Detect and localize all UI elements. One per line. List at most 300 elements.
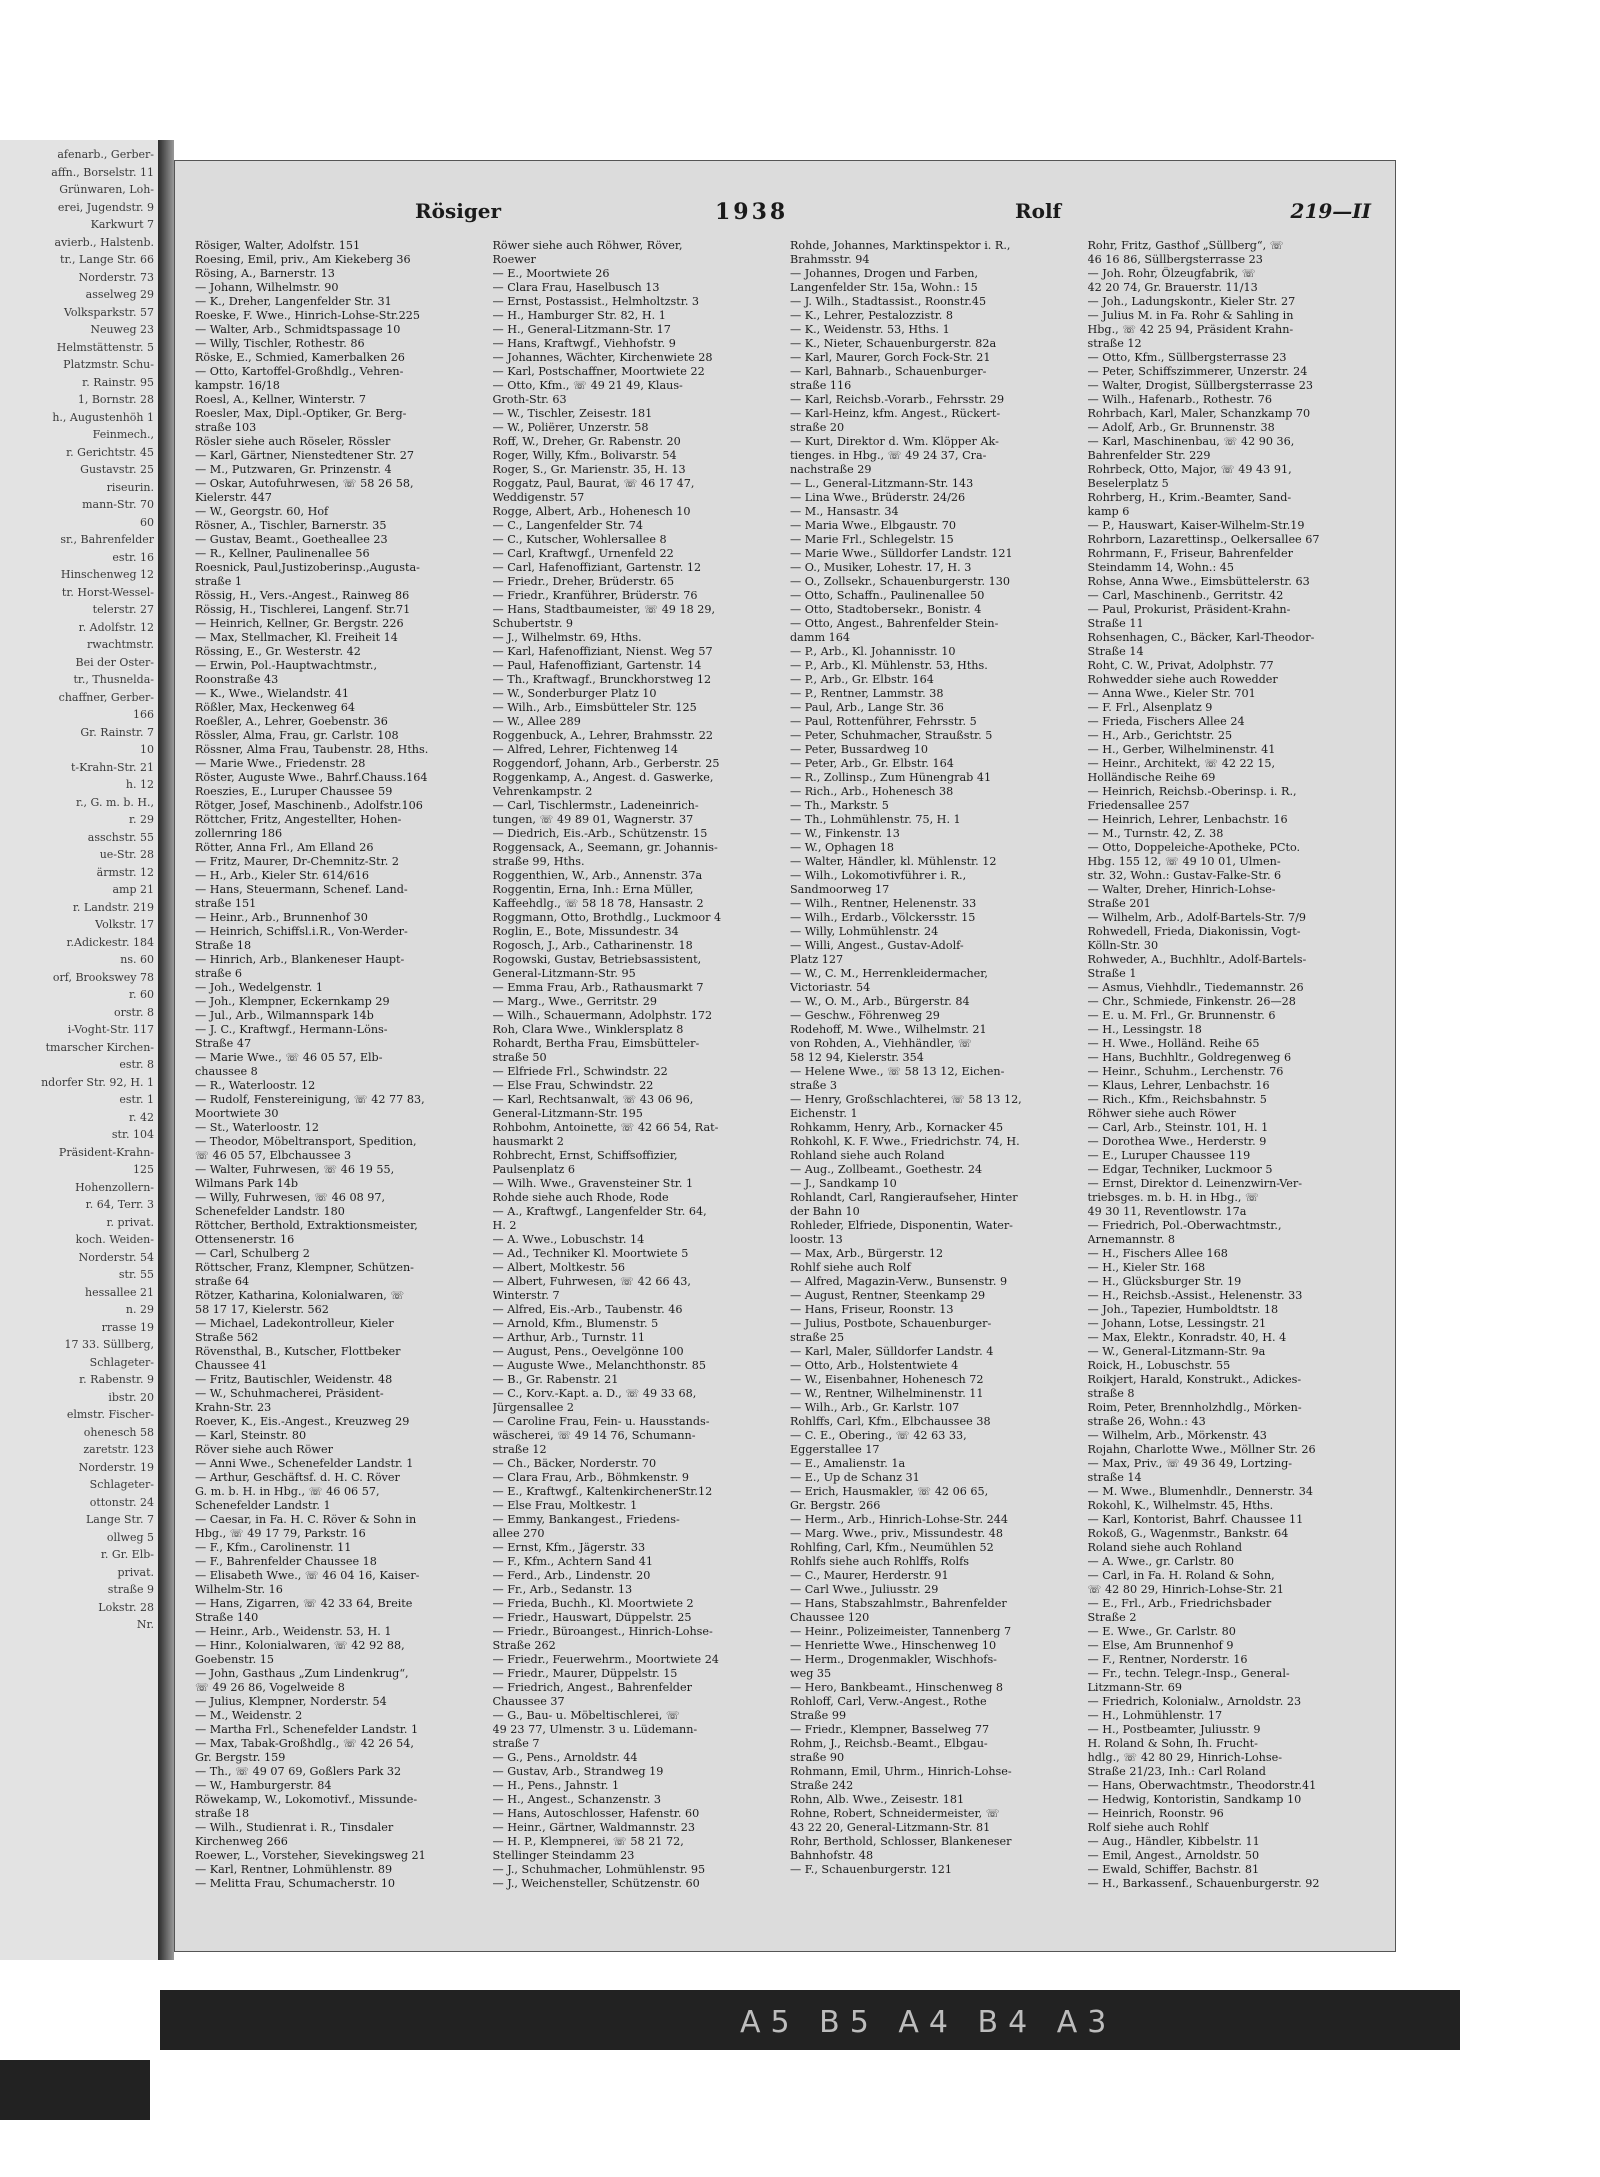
directory-entry: Bahnhofstr. 48 [790, 1849, 874, 1862]
left-page-fragment: avierb., Halstenb. [54, 235, 154, 249]
directory-entry: — Heinr., Schuhm., Lerchenstr. 76 [1087, 1065, 1284, 1078]
directory-entry: straße 20 [790, 421, 845, 434]
left-page-fragment: 1, Bornstr. 28 [77, 393, 154, 406]
directory-entry: Roikjert, Harald, Konstrukt., Adickes- [1087, 1373, 1302, 1386]
directory-entry: — E., Moortwiete 26 [492, 267, 610, 280]
directory-entry: — W., Rentner, Wilhelminenstr. 11 [790, 1387, 984, 1400]
directory-entry: — W., Ophagen 18 [790, 841, 894, 854]
directory-entry: — E., Frl., Arb., Friedrichsbader [1087, 1597, 1272, 1610]
directory-entry: Röttcher, Fritz, Angestellter, Hohen- [195, 813, 402, 826]
directory-entry: Jürgensallee 2 [492, 1401, 575, 1414]
directory-entry: — Marg., Wwe., Gerritstr. 29 [492, 995, 657, 1008]
directory-entry: Rohlandt, Carl, Rangieraufseher, Hinter [790, 1191, 1018, 1204]
directory-entry: — Walter, Arb., Schmidtspassage 10 [195, 323, 401, 336]
directory-entry: — H., Glücksburger Str. 19 [1087, 1275, 1242, 1288]
directory-entry: — Wilh., Arb., Gr. Karlstr. 107 [790, 1401, 960, 1414]
directory-entry: — H., Lessingstr. 18 [1087, 1023, 1202, 1036]
directory-entry: ☏ 46 05 57, Elbchaussee 3 [195, 1149, 352, 1162]
directory-entry: — Heinrich, Roonstr. 96 [1087, 1807, 1224, 1820]
left-page-fragment: Helmstättenstr. 5 [56, 340, 154, 354]
directory-entry: 58 12 94, Kielerstr. 354 [790, 1051, 924, 1064]
directory-entry: — J., Sandkamp 10 [790, 1177, 897, 1190]
directory-entry: Rojahn, Charlotte Wwe., Möllner Str. 26 [1087, 1443, 1316, 1456]
column-2 [493, 239, 781, 1929]
directory-entry: — Julius, Klempner, Norderstr. 54 [195, 1695, 387, 1708]
directory-entry: — Th., Lohmühlenstr. 75, H. 1 [790, 813, 961, 826]
directory-entry: — Ewald, Schiffer, Bachstr. 81 [1087, 1863, 1260, 1876]
directory-entry: — Hans, Stabszahlmstr., Bahrenfelder [790, 1597, 1007, 1610]
directory-entry: Rohweder, A., Buchhltr., Adolf-Bartels- [1087, 953, 1307, 966]
directory-entry: Rohsenhagen, C., Bäcker, Karl-Theodor- [1087, 631, 1315, 644]
left-page-fragment: privat. [117, 1565, 154, 1579]
left-page-fragment: ottonstr. 24 [89, 1495, 154, 1509]
directory-entry: — Friedrich, Angest., Bahrenfelder [492, 1681, 692, 1694]
directory-entry: Rohkamm, Henry, Arb., Kornacker 45 [790, 1121, 1004, 1134]
directory-entry: Chaussee 120 [790, 1611, 870, 1624]
directory-entry: Rohmann, Emil, Uhrm., Hinrich-Lohse- [790, 1765, 1012, 1778]
left-page-fragment: sr., Bahrenfelder [60, 533, 154, 546]
directory-entry: — K., Dreher, Langenfelder Str. 31 [195, 295, 392, 308]
directory-entry: straße 151 [195, 897, 257, 910]
left-page-fragment: Volkstr. 17 [95, 918, 154, 931]
directory-entry: Kaffeehdlg., ☏ 58 18 78, Hansastr. 2 [492, 897, 704, 910]
directory-entry: 43 22 20, General-Litzmann-Str. 81 [790, 1821, 991, 1834]
directory-entry: — M., Hansastr. 34 [790, 505, 899, 518]
directory-entry: Rohbohm, Antoinette, ☏ 42 66 54, Rat- [492, 1121, 719, 1134]
left-page-fragment: h. 12 [125, 778, 154, 791]
directory-entry: — Wilh., Studienrat i. R., Tinsdaler [195, 1821, 394, 1834]
directory-entry: — Rich., Arb., Hohenesch 38 [790, 785, 954, 798]
directory-entry: Rohwedder siehe auch Rowedder [1087, 673, 1278, 686]
directory-entry: — Else Frau, Schwindstr. 22 [492, 1079, 654, 1092]
directory-entry: — Max, Elektr., Konradstr. 40, H. 4 [1087, 1331, 1287, 1344]
directory-entry: — Friedrich, Pol.-Oberwachtmstr., [1087, 1219, 1282, 1232]
directory-entry: Bahrenfelder Str. 229 [1087, 449, 1211, 462]
directory-entry: — O., Musiker, Lohestr. 17, H. 3 [790, 561, 972, 574]
directory-entry: — Rich., Kfm., Reichsbahnstr. 5 [1087, 1093, 1267, 1106]
directory-entry: — J., Schuhmacher, Lohmühlenstr. 95 [492, 1863, 706, 1876]
directory-entry: Roh, Clara Wwe., Winklersplatz 8 [492, 1023, 684, 1036]
directory-entry: — H., Gerber, Wilhelminenstr. 41 [1087, 743, 1276, 756]
left-page-fragment: ibstr. 20 [108, 1390, 154, 1404]
directory-entry: — A. Wwe., gr. Carlstr. 80 [1087, 1555, 1235, 1568]
directory-entry: Rösner, A., Tischler, Barnerstr. 35 [195, 519, 387, 532]
directory-entry: Hbg., ☏ 49 17 79, Parkstr. 16 [195, 1527, 366, 1540]
directory-entry: kamp 6 [1087, 505, 1130, 518]
directory-entry: — Herm., Drogenmakler, Wischhofs- [790, 1653, 997, 1666]
directory-entry: Straße 2 [1087, 1611, 1137, 1624]
directory-entry: Roever, K., Eis.-Angest., Kreuzweg 29 [195, 1415, 410, 1428]
left-page-fragment: rrasse 19 [101, 1320, 154, 1334]
directory-entry: — Karl, Maschinenbau, ☏ 42 90 36, [1087, 435, 1295, 448]
left-page-fragment: Norderstr. 19 [78, 1460, 154, 1474]
directory-entry: Kielerstr. 447 [195, 491, 272, 504]
left-page-fragment: ohenesch 58 [83, 1425, 154, 1439]
left-page-fragment: h., Augustenhöh 1 [52, 410, 154, 424]
directory-entry: Rövensthal, B., Kutscher, Flottbeker [195, 1345, 401, 1358]
directory-entry: Sandmoorweg 17 [790, 883, 890, 896]
left-page-fragment: riseurin. [106, 480, 154, 494]
directory-entry: — Friedrich, Kolonialw., Arnoldstr. 23 [1087, 1695, 1302, 1708]
directory-entry: — Henriette Wwe., Hinschenweg 10 [790, 1639, 997, 1652]
directory-entry: — M., Putzwaren, Gr. Prinzenstr. 4 [195, 463, 392, 476]
directory-entry: Paulsenplatz 6 [492, 1163, 576, 1176]
left-page-fragment: asselweg 29 [85, 288, 154, 301]
directory-entry: — Melitta Frau, Schumacherstr. 10 [195, 1877, 396, 1890]
directory-entry: straße 18 [195, 1807, 250, 1820]
left-page-fragment: hessallee 21 [85, 1285, 154, 1299]
directory-entry: — Karl, Rechtsanwalt, ☏ 43 06 96, [492, 1093, 694, 1106]
directory-entry: — W., C. M., Herrenkleidermacher, [790, 967, 988, 980]
directory-entry: — Heinr., Architekt, ☏ 42 22 15, [1087, 757, 1276, 770]
directory-entry: Roland siehe auch Rohland [1087, 1541, 1243, 1554]
directory-entry: — Frieda, Fischers Allee 24 [1087, 715, 1245, 728]
directory-entry: — Joh., Klempner, Eckernkamp 29 [195, 995, 390, 1008]
directory-entry: Rogowski, Gustav, Betriebsassistent, [492, 953, 702, 966]
directory-entry: nachstraße 29 [790, 463, 872, 476]
directory-entry: — H., Pens., Jahnstr. 1 [492, 1779, 620, 1792]
directory-entry: Rohlf siehe auch Rolf [790, 1261, 911, 1274]
directory-entry: — Otto, Angest., Bahrenfelder Stein- [790, 617, 999, 630]
directory-entry: — J., Weichensteller, Schützenstr. 60 [492, 1877, 700, 1890]
entry-columns [195, 239, 1375, 1929]
directory-entry: — Wilh., Arb., Eimsbütteler Str. 125 [492, 701, 697, 714]
directory-entry: — Oskar, Autofuhrwesen, ☏ 58 26 58, [195, 477, 414, 490]
directory-entry: — Erich, Hausmakler, ☏ 42 06 65, [790, 1485, 989, 1498]
directory-entry: — H., Kieler Str. 168 [1087, 1261, 1206, 1274]
left-page-fragment: r. Gerichtstr. 45 [66, 445, 154, 459]
directory-entry: — Gustav, Beamt., Goetheallee 23 [195, 533, 388, 546]
left-page-fragment: Platzmstr. Schu- [63, 358, 154, 371]
left-page-fragment: orstr. 8 [114, 1005, 154, 1019]
directory-entry: — G., Pens., Arnoldstr. 44 [492, 1751, 638, 1764]
directory-entry: loostr. 13 [790, 1233, 843, 1246]
directory-entry: — Ernst, Direktor d. Leinenzwirn-Ver- [1087, 1177, 1303, 1190]
directory-entry: — E., Luruper Chaussee 119 [1087, 1149, 1251, 1162]
directory-entry: — Wilh., Rentner, Helenenstr. 33 [790, 897, 977, 910]
directory-entry: 58 17 17, Kielerstr. 562 [195, 1303, 329, 1316]
directory-entry: Rohde, Johannes, Marktinspektor i. R., [790, 239, 1011, 252]
directory-entry: — Carl, Schulberg 2 [195, 1247, 310, 1260]
directory-entry: H. Roland & Sohn, Ih. Frucht- [1087, 1737, 1258, 1750]
left-page-fragment: Gustavstr. 25 [80, 463, 154, 476]
directory-entry: — H., Lohmühlenstr. 17 [1087, 1709, 1223, 1722]
directory-entry: Rohr, Berthold, Schlosser, Blankeneser [790, 1835, 1012, 1848]
directory-entry: Schenefelder Landstr. 1 [195, 1499, 331, 1512]
left-page-edge [0, 140, 164, 1960]
directory-entry: Rohwedell, Frieda, Diakonissin, Vogt- [1087, 925, 1301, 938]
left-page-fragment: ue-Str. 28 [99, 848, 154, 861]
left-page-fragment: Karkwurt 7 [90, 218, 154, 231]
directory-entry: Roggendorf, Johann, Arb., Gerberstr. 25 [492, 757, 720, 770]
directory-entry: — Emil, Angest., Arnoldstr. 50 [1087, 1849, 1260, 1862]
directory-entry: Roggenkamp, A., Angest. d. Gaswerke, [492, 771, 714, 784]
directory-entry: — Willi, Angest., Gustav-Adolf- [790, 939, 964, 952]
directory-entry: — P., Hauswart, Kaiser-Wilhelm-Str.19 [1087, 519, 1305, 532]
left-page-fragment: Neuweg 23 [90, 323, 154, 336]
directory-entry: — H., Reichsb.-Assist., Helenenstr. 33 [1087, 1289, 1303, 1302]
directory-entry: Arnemannstr. 8 [1087, 1233, 1176, 1246]
directory-entry: straße 116 [790, 379, 852, 392]
directory-entry: Rodehoff, M. Wwe., Wilhelmstr. 21 [790, 1023, 987, 1036]
directory-entry: Röwekamp, W., Lokomotivf., Missunde- [195, 1793, 418, 1806]
directory-entry: Chaussee 41 [195, 1359, 268, 1372]
directory-entry: — Caroline Frau, Fein- u. Hausstands- [492, 1415, 710, 1428]
directory-entry: Rohkohl, K. F. Wwe., Friedrichstr. 74, H. [790, 1135, 1020, 1148]
directory-entry: — Fritz, Bautischler, Weidenstr. 48 [195, 1373, 393, 1386]
left-page-fragment: Volksparkstr. 57 [63, 305, 154, 319]
directory-entry: Rohlfing, Carl, Kfm., Neumühlen 52 [790, 1541, 994, 1554]
directory-entry: straße 6 [195, 967, 243, 980]
directory-entry: Rösiger, Walter, Adolfstr. 151 [195, 239, 361, 252]
page-number: 219—II [1290, 199, 1371, 223]
directory-entry: Kirchenweg 266 [195, 1835, 288, 1848]
directory-entry: Rössler, Alma, Frau, gr. Carlstr. 108 [195, 729, 399, 742]
directory-entry: tienges. in Hbg., ☏ 49 24 37, Cra- [790, 449, 987, 462]
directory-entry: — Hero, Bankbeamt., Hinschenweg 8 [790, 1681, 1004, 1694]
directory-entry: Groth-Str. 63 [492, 393, 567, 406]
directory-entry: — Emmy, Bankangest., Friedens- [492, 1513, 680, 1526]
directory-entry: — Hans, Oberwachtmstr., Theodorstr.41 [1087, 1779, 1317, 1792]
directory-entry: — Else Frau, Moltkestr. 1 [492, 1499, 638, 1512]
directory-entry: — Marie Frl., Schlegelstr. 15 [790, 533, 954, 546]
directory-entry: Rohne, Robert, Schneidermeister, ☏ [790, 1807, 1000, 1820]
directory-entry: Wilmans Park 14b [195, 1177, 299, 1190]
directory-entry: — Walter, Händler, kl. Mühlenstr. 12 [790, 855, 997, 868]
left-page-fragment: 60 [140, 515, 154, 529]
directory-entry: — Ferd., Arb., Lindenstr. 20 [492, 1569, 651, 1582]
directory-entry: — C., Kutscher, Wohlersallee 8 [492, 533, 667, 546]
directory-entry: — Paul, Arb., Lange Str. 36 [790, 701, 944, 714]
left-page-fragment: 125 [133, 1163, 154, 1176]
directory-entry: — W., Sonderburger Platz 10 [492, 687, 657, 700]
directory-entry: Kölln-Str. 30 [1087, 939, 1159, 952]
directory-entry: — Th., Markstr. 5 [790, 799, 889, 812]
directory-entry: Roonstraße 43 [195, 673, 279, 686]
directory-entry: Straße 562 [195, 1331, 259, 1344]
directory-entry: Vehrenkampstr. 2 [492, 785, 593, 798]
left-page-fragment: Hohenzollern- [75, 1180, 154, 1194]
directory-entry: — P., Arb., Kl. Mühlenstr. 53, Hths. [790, 659, 988, 672]
left-page-fragment: r., G. m. b. H., [76, 795, 154, 809]
left-page-fragment: i-Voght-Str. 117 [67, 1023, 154, 1036]
directory-entry: — Elfriede Frl., Schwindstr. 22 [492, 1065, 668, 1078]
directory-entry: — P., Arb., Gr. Elbstr. 164 [790, 673, 934, 686]
directory-entry: 46 16 86, Süllbergsterrasse 23 [1087, 253, 1263, 266]
directory-entry: — Wilh. Wwe., Gravensteiner Str. 1 [492, 1177, 694, 1190]
directory-entry: — Hinrich, Arb., Blankeneser Haupt- [195, 953, 405, 966]
directory-entry: Platz 127 [790, 953, 844, 966]
left-page-fragment: zaretstr. 123 [83, 1443, 154, 1456]
directory-entry: — C., Langenfelder Str. 74 [492, 519, 644, 532]
directory-entry: tungen, ☏ 49 89 01, Wagnerstr. 37 [492, 813, 694, 826]
directory-entry: — Albert, Fuhrwesen, ☏ 42 66 43, [492, 1275, 691, 1288]
directory-entry: str. 32, Wohn.: Gustav-Falke-Str. 6 [1087, 869, 1282, 882]
directory-entry: Straße 242 [790, 1779, 854, 1792]
directory-entry: — Wilh., Lokomotivführer i. R., [790, 869, 967, 882]
directory-entry: Röver siehe auch Röwer [195, 1443, 333, 1456]
directory-entry: — Carl Wwe., Juliusstr. 29 [790, 1583, 939, 1596]
directory-entry: Rohland siehe auch Roland [790, 1149, 945, 1162]
directory-entry: — Otto, Doppeleiche-Apotheke, PCto. [1087, 841, 1301, 854]
directory-entry: — Hans, Friseur, Roonstr. 13 [790, 1303, 954, 1316]
book-spine [158, 140, 174, 1960]
directory-entry: — Max, Tabak-Großhdlg., ☏ 42 26 54, [195, 1737, 414, 1750]
directory-entry: — Henry, Großschlachterei, ☏ 58 13 12, [790, 1093, 1022, 1106]
directory-entry: Rohrborn, Lazarettinsp., Oelkersallee 67 [1087, 533, 1320, 546]
directory-entry: — F., Bahrenfelder Chaussee 18 [195, 1555, 377, 1568]
left-page-fragment: orf, Brookswey 78 [52, 970, 154, 984]
directory-entry: — Arnold, Kfm., Blumenstr. 5 [492, 1317, 659, 1330]
directory-entry: — Marie Wwe., ☏ 46 05 57, Elb- [195, 1051, 383, 1064]
directory-entry: — Karl, Gärtner, Nienstedtener Str. 27 [195, 449, 415, 462]
directory-entry: — Max, Priv., ☏ 49 36 49, Lortzing- [1087, 1457, 1293, 1470]
directory-entry: Rösing, A., Barnerstr. 13 [195, 267, 335, 280]
directory-entry: — Joh., Tapezier, Humboldtstr. 18 [1087, 1303, 1279, 1316]
directory-entry: — Julius M. in Fa. Rohr & Sahling in [1087, 309, 1294, 322]
directory-entry: Rogosch, J., Arb., Catharinenstr. 18 [492, 939, 693, 952]
directory-entry: straße 50 [492, 1051, 547, 1064]
directory-entry: Straße 1 [1087, 967, 1137, 980]
left-page-fragment: Bei der Oster- [75, 655, 154, 669]
directory-entry: Straße 201 [1087, 897, 1151, 910]
left-page-fragment: r. Gr. Elb- [100, 1548, 154, 1561]
directory-entry: Roesing, Emil, priv., Am Kiekeberg 36 [195, 253, 411, 266]
left-page-fragment: Hinschenweg 12 [60, 568, 154, 581]
directory-entry: — Clara Frau, Haselbusch 13 [492, 281, 660, 294]
directory-entry: — W., O. M., Arb., Bürgerstr. 84 [790, 995, 970, 1008]
directory-entry: — Karl, Reichsb.-Vorarb., Fehrsstr. 29 [790, 393, 1005, 406]
left-page-fragment: ärmstr. 12 [96, 865, 154, 879]
directory-entry: — C. E., Obering., ☏ 42 63 33, [790, 1429, 967, 1442]
directory-entry: straße 3 [790, 1079, 838, 1092]
directory-entry: straße 64 [195, 1275, 250, 1288]
directory-entry: Rokohl, K., Wilhelmstr. 45, Hths. [1087, 1499, 1274, 1512]
directory-entry: — Otto, Arb., Holstentwiete 4 [790, 1359, 959, 1372]
directory-entry: — W., Eisenbahner, Hohenesch 72 [790, 1373, 984, 1386]
directory-entry: Schenefelder Landstr. 180 [195, 1205, 345, 1218]
directory-entry: — Arthur, Arb., Turnstr. 11 [492, 1331, 645, 1344]
directory-entry: — Alfred, Lehrer, Fichtenweg 14 [492, 743, 679, 756]
directory-entry: Straße 11 [1087, 617, 1144, 630]
directory-entry: — A. Wwe., Lobuschstr. 14 [492, 1233, 645, 1246]
left-page-fragment: r. 64, Terr. 3 [85, 1198, 154, 1211]
directory-entry: Eggerstallee 17 [790, 1443, 880, 1456]
directory-entry: — Asmus, Viehhdlr., Tiedemannstr. 26 [1087, 981, 1304, 994]
directory-entry: Ottensenerstr. 16 [195, 1233, 295, 1246]
left-page-fragment: 10 [140, 743, 154, 756]
directory-entry: — Otto, Kfm., ☏ 49 21 49, Klaus- [492, 379, 683, 392]
directory-entry: Brahmsstr. 94 [790, 253, 870, 266]
directory-entry: — Erwin, Pol.-Hauptwachtmstr., [195, 659, 378, 672]
directory-entry: Rohrberg, H., Krim.-Beamter, Sand- [1087, 491, 1292, 504]
directory-entry: Hbg. 155 12, ☏ 49 10 01, Ulmen- [1087, 855, 1281, 868]
left-page-fragment: str. 104 [111, 1128, 154, 1141]
directory-entry: — Walter, Fuhrwesen, ☏ 46 19 55, [195, 1163, 395, 1176]
directory-entry: straße 8 [1087, 1387, 1135, 1400]
directory-entry: H. 2 [492, 1219, 517, 1232]
directory-entry: Krahn-Str. 23 [195, 1401, 272, 1414]
directory-entry: straße 7 [492, 1737, 540, 1750]
directory-entry: — Johann, Wilhelmstr. 90 [195, 281, 339, 294]
directory-entry: — M., Weidenstr. 2 [195, 1709, 303, 1722]
directory-entry: — Karl, Bahnarb., Schauenburger- [790, 365, 987, 378]
directory-entry: Rohardt, Bertha Frau, Eimsbütteler- [492, 1037, 700, 1050]
directory-entry: Rössig, H., Vers.-Angest., Rainweg 86 [195, 589, 410, 602]
left-page-fragment: Feinmech., [92, 428, 154, 441]
directory-entry: — Diedrich, Eis.-Arb., Schützenstr. 15 [492, 827, 708, 840]
directory-entry: — Th., ☏ 49 07 69, Goßlers Park 32 [195, 1765, 402, 1778]
directory-entry: — Karl, Maler, Sülldorfer Landstr. 4 [790, 1345, 994, 1358]
directory-entry: — Edgar, Techniker, Luckmoor 5 [1087, 1163, 1273, 1176]
header-year: 1938 [715, 199, 789, 225]
directory-entry: straße 1 [195, 575, 243, 588]
directory-entry: Rogge, Albert, Arb., Hohenesch 10 [492, 505, 691, 518]
left-page-fragment: r. 60 [128, 988, 154, 1001]
left-page-fragment: ndorfer Str. 92, H. 1 [41, 1075, 154, 1089]
directory-entry: straße 90 [790, 1751, 845, 1764]
directory-entry: — Heinr., Polizeimeister, Tannenberg 7 [790, 1625, 1012, 1638]
directory-entry: — St., Waterloostr. 12 [195, 1121, 319, 1134]
directory-entry: — August, Rentner, Steenkamp 29 [790, 1289, 986, 1302]
directory-entry: — Johann, Lotse, Lessingstr. 21 [1087, 1317, 1267, 1330]
directory-entry: — Joh., Wedelgenstr. 1 [195, 981, 323, 994]
directory-entry: — W., Finkenstr. 13 [790, 827, 900, 840]
directory-entry: — Otto, Stadtobersekr., Bonistr. 4 [790, 603, 982, 616]
directory-entry: — Herm., Arb., Hinrich-Lohse-Str. 244 [790, 1513, 1008, 1526]
directory-entry: kampstr. 16/18 [195, 379, 280, 392]
directory-entry: — Clara Frau, Arb., Böhmkenstr. 9 [492, 1471, 689, 1484]
directory-entry: — Paul, Rottenführer, Fehrsstr. 5 [790, 715, 977, 728]
directory-entry: — Friedr., Kranführer, Brüderstr. 76 [492, 589, 698, 602]
left-page-fragment: Schlageter- [89, 1355, 154, 1369]
directory-entry: — F., Schauenburgerstr. 121 [790, 1863, 952, 1876]
directory-entry: Straße 14 [1087, 645, 1144, 658]
left-page-fragment: Nr. [136, 1618, 154, 1631]
directory-entry: — Max, Stellmacher, Kl. Freiheit 14 [195, 631, 398, 644]
directory-entry: — K., Wwe., Wielandstr. 41 [195, 687, 349, 700]
directory-entry: — Heinrich, Kellner, Gr. Bergstr. 226 [195, 617, 404, 630]
directory-entry: — P., Arb., Kl. Johannisstr. 10 [790, 645, 956, 658]
directory-entry: Rohbrecht, Ernst, Schiffsoffizier, [492, 1149, 678, 1162]
directory-entry: straße 26, Wohn.: 43 [1087, 1415, 1206, 1428]
directory-entry: — John, Gasthaus „Zum Lindenkrug“, [195, 1667, 409, 1680]
directory-entry: — Karl, Maurer, Gorch Fock-Str. 21 [790, 351, 991, 364]
directory-entry: — Alfred, Magazin-Verw., Bunsenstr. 9 [790, 1275, 1008, 1288]
directory-entry: — Dorothea Wwe., Herderstr. 9 [1087, 1135, 1267, 1148]
directory-entry: Steindamm 14, Wohn.: 45 [1087, 561, 1235, 574]
directory-entry: — Th., Kraftwagf., Brunckhorstweg 12 [492, 673, 712, 686]
directory-entry: — R., Waterloostr. 12 [195, 1079, 316, 1092]
directory-entry: Rohde siehe auch Rhode, Rode [492, 1191, 669, 1204]
directory-entry: — Ernst, Postassist., Helmholtzstr. 3 [492, 295, 700, 308]
left-page-fragment: telerstr. 27 [92, 603, 154, 616]
directory-entry: Rohm, J., Reichsb.-Beamt., Elbgau- [790, 1737, 988, 1750]
column-1 [195, 239, 483, 1929]
directory-entry: — M., Turnstr. 42, Z. 38 [1087, 827, 1224, 840]
directory-entry: Rötzer, Katharina, Kolonialwaren, ☏ [195, 1289, 405, 1302]
directory-entry: — H., General-Litzmann-Str. 17 [492, 323, 671, 336]
directory-entry: Eichenstr. 1 [790, 1107, 858, 1120]
directory-entry: — Chr., Schmiede, Finkenstr. 26—28 [1087, 995, 1296, 1008]
directory-entry: straße 25 [790, 1331, 845, 1344]
directory-entry: — Walter, Dreher, Hinrich-Lohse- [1087, 883, 1276, 896]
directory-entry: — Otto, Schaffn., Paulinenallee 50 [790, 589, 985, 602]
directory-entry: — Karl-Heinz, kfm. Angest., Rückert- [790, 407, 1001, 420]
directory-entry: — Walter, Drogist, Süllbergsterrasse 23 [1087, 379, 1313, 392]
directory-entry: Straße 21/23, Inh.: Carl Roland [1087, 1765, 1266, 1778]
directory-entry: — Arthur, Geschäftsf. d. H. C. Röver [195, 1471, 400, 1484]
